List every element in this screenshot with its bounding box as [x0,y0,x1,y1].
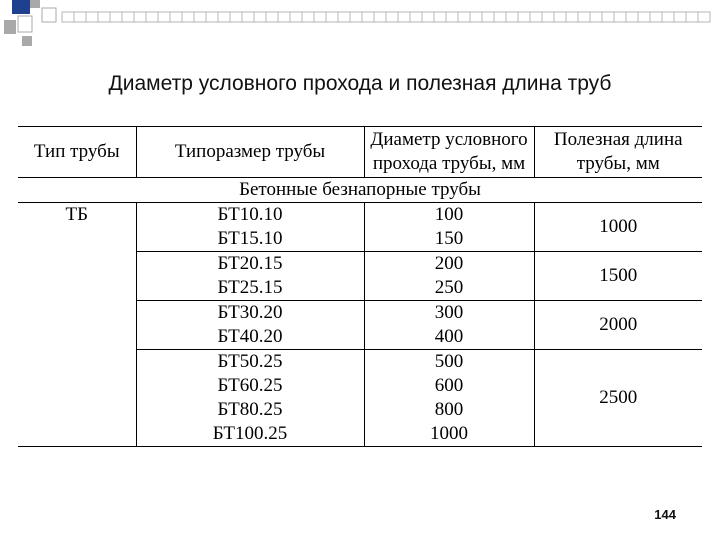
size-cell: БТ25.15 [136,276,364,301]
section-label: Бетонные безнапорные трубы [18,178,702,203]
header-type: Тип трубы [18,127,136,178]
diameter-cell: 500 [364,350,534,375]
section-row [18,178,702,203]
diameter-cell: 150 [364,227,534,252]
pipe-table [18,126,702,447]
header-diameter-line2: прохода трубы, мм [372,153,526,174]
size-cell: БТ60.25 [136,374,364,398]
length-cell: 1000 [534,203,702,252]
length-cell: 1500 [534,252,702,301]
diameter-cell: 250 [364,276,534,301]
diameter-cell: 200 [364,252,534,277]
diameter-cell: 300 [364,301,534,326]
size-cell: БТ30.20 [136,301,364,326]
type-value: ТБ [18,203,136,447]
size-cell: БТ100.25 [136,422,364,447]
header-diameter-line1: Диаметр условного [370,129,528,150]
length-cell: 2500 [534,350,702,447]
diameter-cell: 100 [364,203,534,228]
table-row [18,203,702,228]
diameter-cell: 800 [364,398,534,422]
decorative-squares [0,0,720,50]
size-cell: БТ40.20 [136,325,364,350]
header-length-line1: Полезная длина [553,129,683,150]
header-row [18,127,702,178]
size-cell: БТ20.15 [136,252,364,277]
header-length-line2: трубы, мм [576,153,660,174]
header-length [534,127,702,178]
diameter-cell: 400 [364,325,534,350]
diameter-cell: 600 [364,374,534,398]
header-diameter [364,127,534,178]
page-number: 144 [654,507,676,522]
size-cell: БТ50.25 [136,350,364,375]
size-cell: БТ10.10 [136,203,364,228]
size-cell: БТ80.25 [136,398,364,422]
page-title: Диаметр условного прохода и полезная длина труб [108,72,612,95]
size-cell: БТ15.10 [136,227,364,252]
header-size: Типоразмер трубы [136,127,364,178]
length-cell: 2000 [534,301,702,350]
diameter-cell: 1000 [364,422,534,447]
